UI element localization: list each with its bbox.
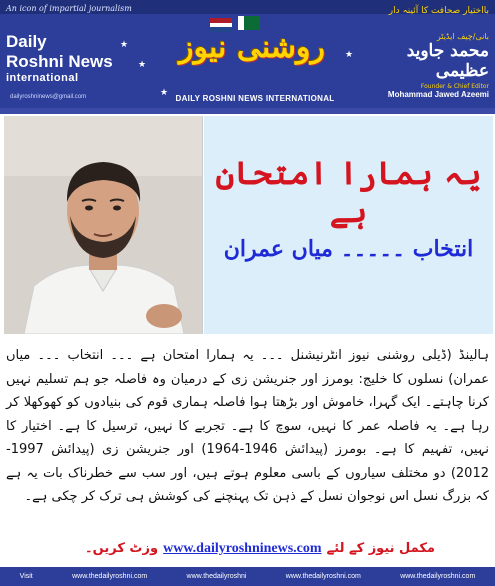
footer-strip (0, 567, 495, 586)
star-icon: ★ (120, 40, 129, 50)
article-title: یہ ہمارا امتحان ہے (215, 154, 482, 230)
header-divider (0, 108, 495, 114)
portrait-image (4, 116, 202, 334)
tagline-urdu: بااختیار صحافت کا آئینہ دار (388, 6, 489, 16)
logo-english: DAILY ROSHNI NEWS INTERNATIONAL (175, 94, 335, 103)
read-more-prefix: مکمل نیوز کے لئے (326, 541, 435, 556)
masthead-banner (0, 0, 495, 108)
contact-email: dailyroshninews@gmail.com (10, 94, 87, 100)
title-panel (204, 116, 493, 334)
founder-name-urdu: محمد جاوید عظیمی (406, 41, 489, 81)
founder-title: Founder & Chief Editor (420, 83, 489, 90)
read-more-suffix: وزٹ کریں۔ (85, 541, 159, 556)
star-icon: ★ (345, 50, 354, 60)
logo-block (150, 10, 350, 105)
tagline-english: An icon of impartial journalism (6, 4, 132, 13)
brand-international: international (6, 72, 79, 84)
logo-urdu: روشنی نیوز (178, 30, 325, 65)
founder-label: بانی/چیف ایڈیٹر (436, 32, 489, 41)
brand-daily: Daily (6, 32, 47, 51)
footer-link[interactable]: www.thedailyroshni.com (285, 573, 361, 580)
founder-name-english: Mohammad Jawed Azeemi (387, 90, 489, 99)
website-link[interactable]: www.dailyroshninews.com (163, 541, 322, 556)
founder-block (349, 6, 489, 99)
brand-roshni-news: Roshni News (6, 52, 113, 71)
article-body: ہالینڈ (ڈیلی روشنی نیوز انٹرنیشنل ۔۔۔ یہ ہمارا امتحان ہے ۔۔۔ انتخاب ۔۔۔ میاں عمران) نسلوں کا خلیج: بومرز اور جنریشن زی کے درمیان وہ فاصلہ جو ہم تسلیم نہیں کرنا چاہتے۔ ایک گہرا، خاموش اور بڑھتا ہوا فاصلہ ہماری قوم کی بنیادوں کو کھوکھلا کر رہا ہے۔ یہ فاصلہ عمر کا نہیں، سوچ کا ہے۔ تجربے کا نہیں، ترسیل کا ہے۔ اختیار کا نہیں، تفہیم کا ہے۔ بومرز (پیدائش 1946-1964) اور جنریشن زی (پیدائش 1997-2012) دو مختلف سیاروں کے باسی معلوم ہوتے ہیں، اور سب سے خطرناک بات یہ ہے کہ بزرگ نسل اس نوجوان نسل کے ذہن تک پہنچنے کی کوشش ہی ترک کر چکی ہے۔ (6, 348, 490, 504)
author-photo (4, 116, 203, 334)
footer-visit-label: Visit (19, 573, 33, 580)
article-subtitle: انتخاب ۔۔۔۔۔ میاں عمران (223, 236, 474, 262)
footer-link[interactable]: www.thedailyroshni (186, 573, 247, 580)
footer-link[interactable]: www.thedailyroshni.com (400, 573, 476, 580)
read-more-line (60, 537, 460, 557)
star-icon: ★ (160, 88, 169, 98)
star-icon: ★ (138, 60, 147, 70)
pakistan-flag-icon (238, 16, 260, 30)
footer-link[interactable]: www.thedailyroshni.com (72, 573, 148, 580)
